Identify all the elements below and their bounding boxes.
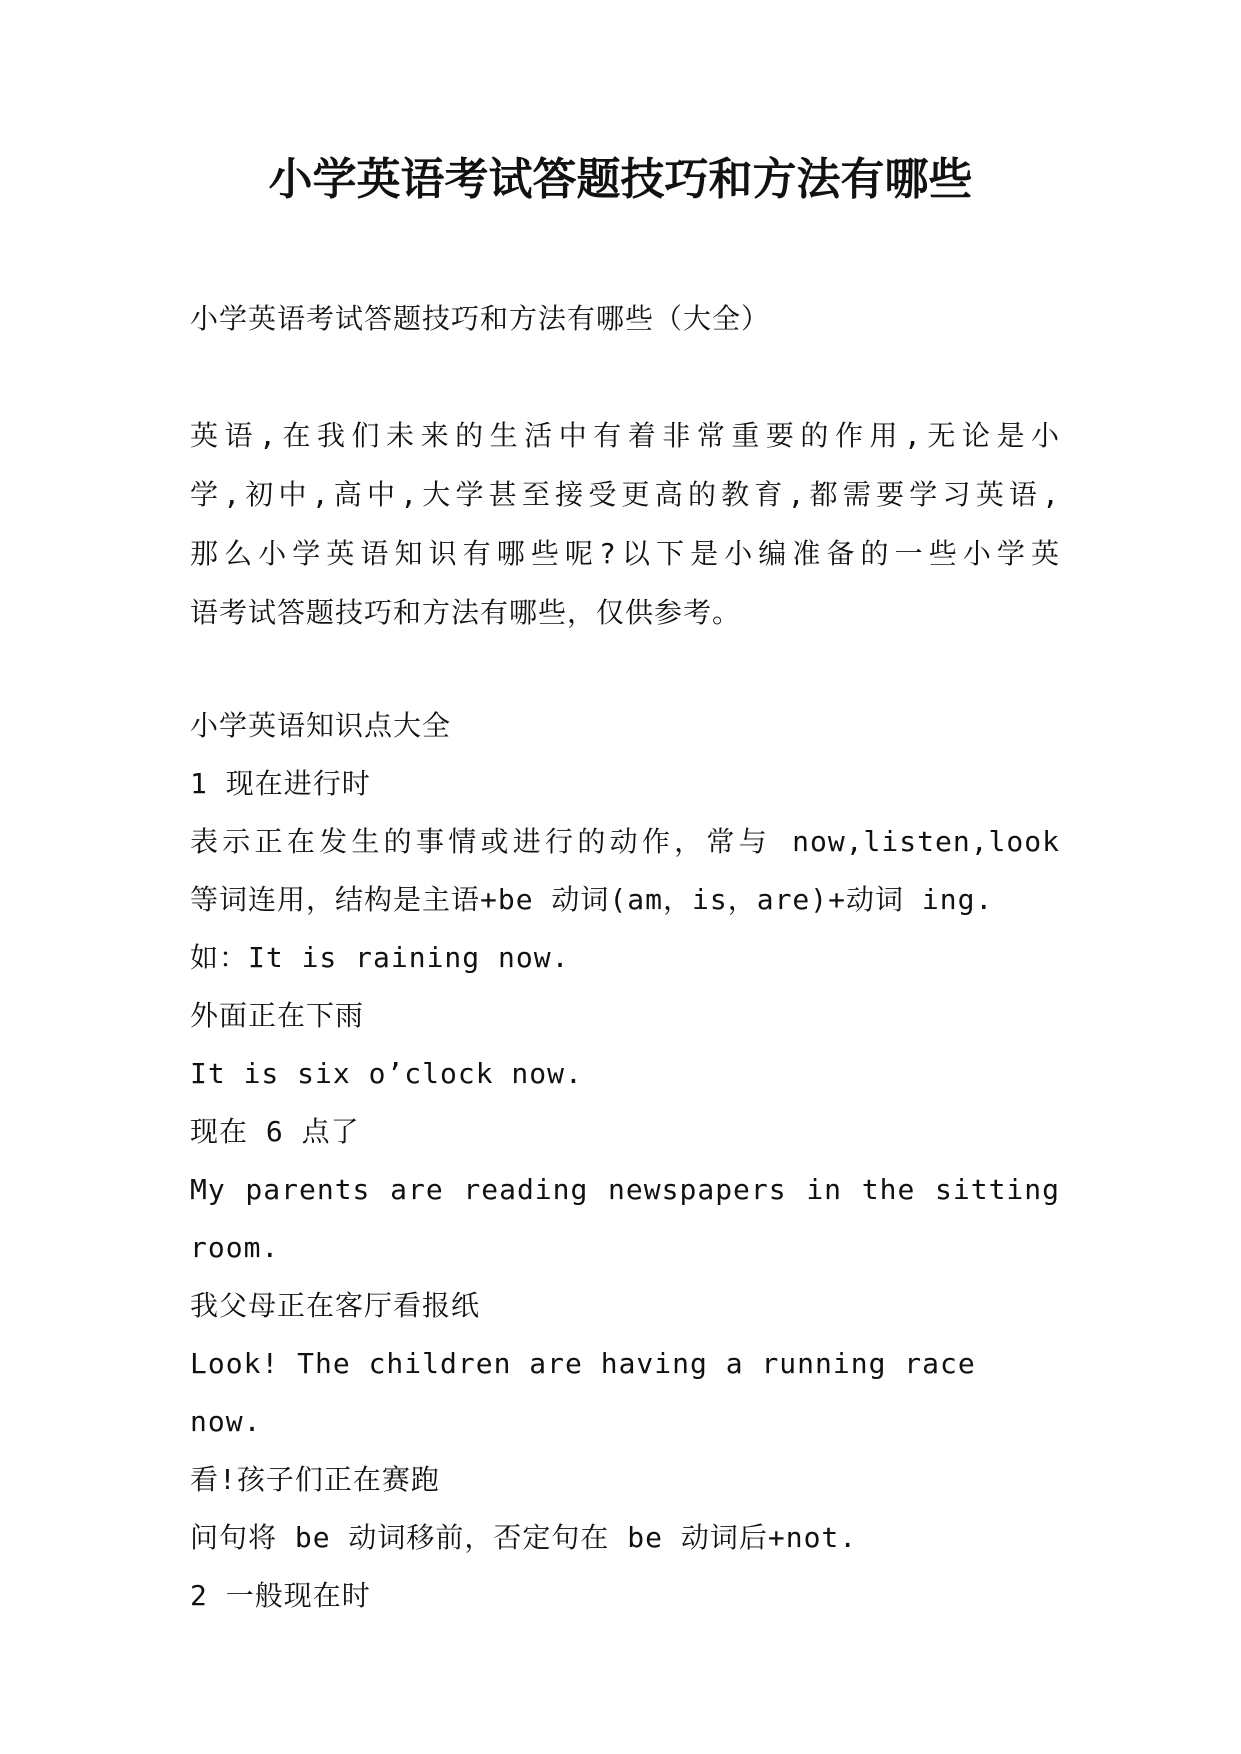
subsection-heading-simple-present: 2 一般现在时 bbox=[190, 1579, 371, 1612]
example-translation: 看!孩子们正在赛跑 bbox=[190, 1463, 440, 1496]
body-line: 表示正在发生的事情或进行的动作，常与 now,listen,look bbox=[190, 825, 1060, 858]
example-sentence-continued: room. bbox=[190, 1231, 280, 1264]
document-title: 小学英语考试答题技巧和方法有哪些 bbox=[268, 154, 973, 205]
example-translation: 现在 6 点了 bbox=[190, 1115, 360, 1148]
document-subtitle: 小学英语考试答题技巧和方法有哪些（大全） bbox=[190, 302, 771, 335]
example-sentence: Look! The children are having a running race now. bbox=[190, 1347, 976, 1438]
body-line: 等词连用，结构是主语+be 动词(am，is，are)+动词 ing. bbox=[190, 883, 994, 916]
body-line: 问句将 be 动词移前，否定句在 be 动词后+not. bbox=[190, 1521, 858, 1554]
intro-line-1: 英语,在我们未来的生活中有着非常重要的作用,无论是小 bbox=[190, 419, 1060, 452]
document-body bbox=[190, 290, 1060, 1625]
intro-line-3: 那么小学英语知识有哪些呢?以下是小编准备的一些小学英 bbox=[190, 537, 1060, 570]
section-heading: 小学英语知识点大全 bbox=[190, 709, 452, 742]
example-translation: 我父母正在客厅看报纸 bbox=[190, 1289, 481, 1322]
example-sentence: 如：It is raining now. bbox=[190, 941, 570, 974]
intro-line-2: 学,初中,高中,大学甚至接受更高的教育,都需要学习英语, bbox=[190, 478, 1060, 511]
example-sentence: My parents are reading newspapers in the sitting bbox=[190, 1173, 1060, 1206]
example-translation: 外面正在下雨 bbox=[190, 999, 365, 1032]
subsection-heading-present-continuous: 1 现在进行时 bbox=[190, 767, 371, 800]
intro-line-4: 语考试答题技巧和方法有哪些，仅供参考。 bbox=[190, 596, 742, 629]
example-sentence: It is six o’clock now. bbox=[190, 1057, 583, 1090]
